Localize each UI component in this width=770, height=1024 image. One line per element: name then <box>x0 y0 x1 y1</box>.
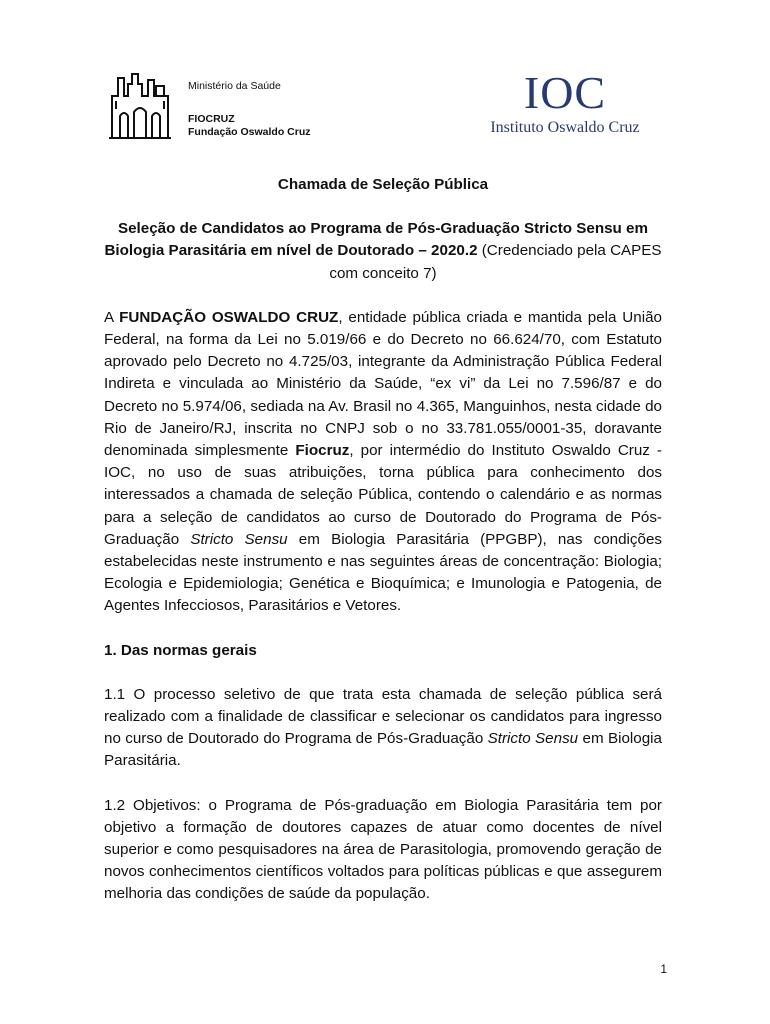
subtitle-normal: (Credenciado pela CAPES com conceito 7) <box>329 242 662 282</box>
document-body <box>104 174 662 928</box>
page-number: 1 <box>660 962 667 976</box>
document-title: Chamada de Seleção Pública <box>277 176 489 193</box>
subtitle-bold: Seleção de Candidatos ao Programa de Pós-Graduação Stricto Sensu em Biologia Parasitária em nível de Doutorado – 2020.2 <box>104 220 649 260</box>
paragraph-1-2: 1.2 Objetivos: o Programa de Pós-graduação em Biologia Parasitária tem por objetivo a formação de doutores capazes de atuar como docentes de nível superior e como pesquisadores na área de Parasitologia, promovendo geração de novos conhecimentos científicos voltados para políticas públicas e que assegurem melhoria das condições de saúde da população. <box>104 796 662 903</box>
ministerio-label: Ministério da Saúde <box>188 80 281 92</box>
ioc-logo-name: Instituto Oswaldo Cruz <box>490 119 640 136</box>
intro-text-4: em Biologia Parasitária (PPGBP), nas condições estabelecidas neste instrumento e nas seguintes áreas de concentração: Biologia; Ecologia e Epidemiologia; Genética e Bioquímica; e Imunologia e Patogenia, de Agentes Infecciosos, Parasitários e Vetores. <box>104 530 662 615</box>
intro-text-1: A <box>104 308 120 326</box>
intro-paragraph <box>104 307 662 618</box>
fiocruz-label: FIOCRUZ <box>188 113 235 125</box>
fundacao-label: Fundação Oswaldo Cruz <box>188 126 311 138</box>
p11-text-1: 1.1 O processo seletivo de que trata esta chamada de seleção pública será realizado com a finalidade de classificar e selecionar os candidatos para ingresso no curso de Doutorado do Programa de Pós-Graduação <box>104 685 662 748</box>
intro-text-3: , por intermédio do Instituto Oswaldo Cruz - IOC, no uso de suas atribuições, torna pública para conhecimento dos interessados a chamada de seleção Pública, contendo o calendário e as normas para a seleção de candidatos ao curso de Doutorado do Programa de Pós-Graduação <box>104 442 662 548</box>
intro-bold-1: FUNDAÇÃO OSWALDO CRUZ <box>119 308 339 326</box>
p11-text-2: em Biologia Parasitária. <box>104 730 662 770</box>
section-heading: 1. Das normas gerais <box>104 641 257 659</box>
castle-icon <box>108 70 180 140</box>
paragraph-1-1 <box>104 684 662 773</box>
ioc-logo-mark: IOC <box>523 67 607 118</box>
intro-bold-2: Fiocruz <box>295 442 350 460</box>
p11-italic: Stricto Sensu <box>487 730 579 748</box>
ioc-logo <box>460 67 670 140</box>
fiocruz-logo <box>108 70 338 140</box>
intro-text-2: , entidade pública criada e mantida pela União Federal, na forma da Lei no 5.019/66 e do Decreto no 66.624/70, com Estatuto aprovado pelo Decreto no 4.725/03, integrante da Administração Pública Federal Indireta e vinculada ao Ministério da Saúde, “ex vi” da Lei no 7.596/87 e do Decreto no 5.974/06, sediada na Av. Brasil no 4.365, Manguinhos, nesta cidade do Rio de Janeiro/RJ, inscrita no CNPJ sob o no 33.781.055/0001-35, doravante denominada simplesmente <box>104 308 662 460</box>
document-subtitle <box>104 218 662 285</box>
intro-italic-1: Stricto Sensu <box>190 530 288 548</box>
